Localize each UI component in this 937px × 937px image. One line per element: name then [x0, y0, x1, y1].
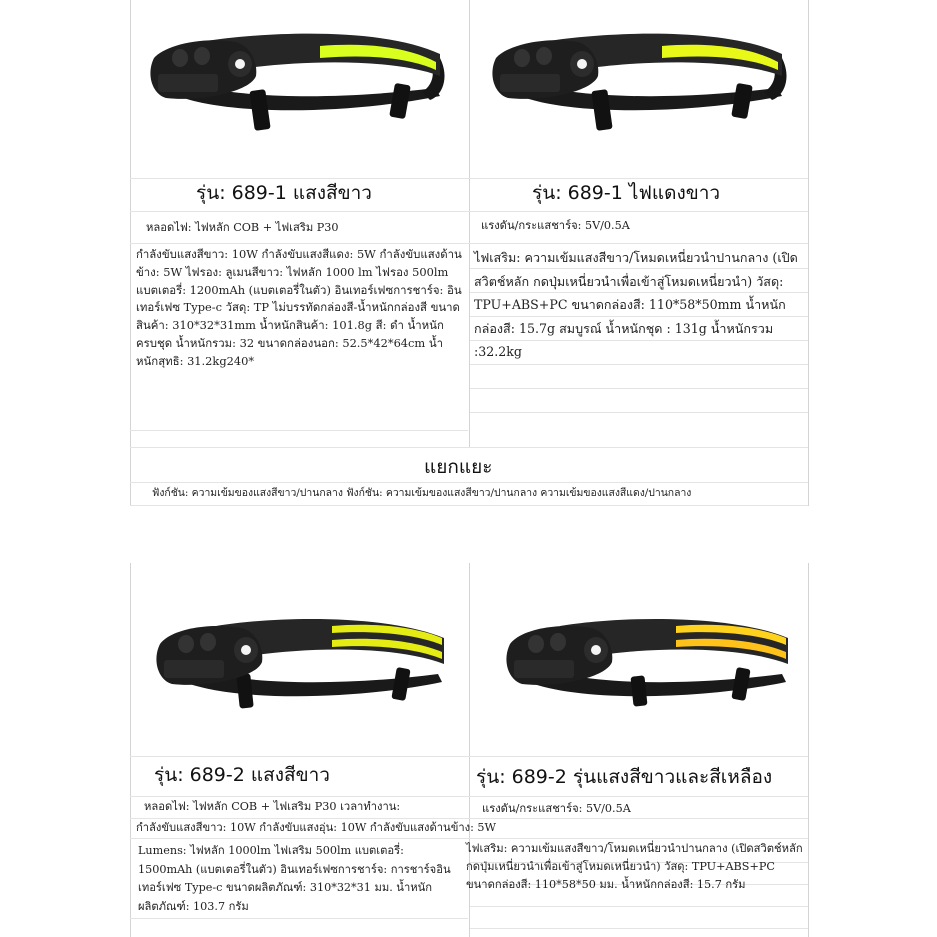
model-title-689-1-red-white: รุ่น: 689-1 ไฟแดงขาว — [532, 182, 721, 204]
model-title-689-1-white: รุ่น: 689-1 แสงสีขาว — [196, 182, 372, 204]
model-title-689-2-white: รุ่น: 689-2 แสงสีขาว — [154, 764, 330, 786]
spec-paragraph-689-2-white: Lumens: ไฟหลัก 1000lm ไฟเสริม 500lm แบตเตอรี่: 1500mAh (แบตเตอรี่ในตัว) อินเทอร์เฟซการชาร์จ: การชาร์จอินเทอร์เฟซ Type-c ขนาดผลิตภัณฑ์: 310*32*31 มม. น้ำหนักผลิตภัณฑ์: 103.7 กรัม — [138, 844, 451, 913]
headlamp-photo-2 — [482, 18, 802, 138]
spec-line-bulb-2: หลอดไฟ: ไฟหลัก COB + ไฟเสริม P30 เวลาทำงาน: — [144, 800, 401, 813]
spec-line-charge-2: แรงดัน/กระแสชาร์จ: 5V/0.5A — [482, 802, 631, 815]
headlamp-photo-3 — [146, 608, 466, 718]
spec-paragraph-689-2-white-yellow: ไฟเสริม: ความเข้มแสงสีขาว/โหมดเหนี่ยวนำปานกลาง (เปิดสวิตช์หลัก กดปุ่มเหนี่ยวนำเพื่อเข้าสู่โหมดเหนี่ยวนำ) วัสดุ: TPU+ABS+PC ขนาดกล่องสี: 110*58*50 มม. น้ำหนักกล่องสี: 15.7 กรัม — [466, 842, 803, 891]
headlamp-photo-4 — [500, 608, 800, 718]
function-line: ฟังก์ชัน: ความเข้มของแสงสีขาว/ปานกลาง ฟังก์ชัน: ความเข้มของแสงสีขาว/ปานกลาง ความเข้มของแสงสีแดง/ปานกลาง — [152, 487, 692, 499]
spec-paragraph-689-1-white: กำลังขับแสงสีขาว: 10W กำลังขับแสงสีแดง: 5W กำลังขับแสงด้านข้าง: 5W ไฟรอง: ลูเมนสีขาว: ไฟหลัก 1000 lm ไฟรอง 500lm แบตเตอรี่: 1200mAh (แบตเตอรี่ในตัว) อินเทอร์เฟซการชาร์จ: อินเทอร์เฟซ Type-c วัสดุ: TP ไม่บรรทัดกล่องสี-น้ำหนักกล่องสี ขนาดสินค้า: 310*32*31mm น้ำหนักสินค้า: 101.8g สี: ดำ น้ำหนักครบชุด น้ำหนักรวม: 32 ขนาดกล่องนอก: 52.5*42*64cm น้ำหนักสุทธิ: 31.2kg240* — [136, 247, 462, 368]
section-title-compare: แยกแยะ — [424, 456, 493, 478]
spec-line-power: กำลังขับแสงสีขาว: 10W กำลังขับแสงอุ่น: 10W กำลังขับแสงด้านข้าง: 5W — [136, 821, 497, 834]
headlamp-photo-1 — [140, 18, 460, 138]
spec-line-bulb: หลอดไฟ: ไฟหลัก COB + ไฟเสริม P30 — [146, 221, 339, 234]
model-title-689-2-white-yellow: รุ่น: 689-2 รุ่นแสงสีขาวและสีเหลือง — [476, 766, 773, 788]
spec-line-charge: แรงดัน/กระแสชาร์จ: 5V/0.5A — [481, 219, 630, 232]
spec-paragraph-689-1-red-white: ไฟเสริม: ความเข้มแสงสีขาว/โหมดเหนี่ยวนำปานกลาง (เปิดสวิตช์หลัก กดปุ่มเหนี่ยวนำเพื่อเข้าสู่โหมดเหนี่ยวนำ) วัสดุ: TPU+ABS+PC ขนาดกล่องสี: 110*58*50mm น้ำหนักกล่องสี: 15.7g สมบูรณ์ น้ำหนักชุด : 131g น้ำหนักรวม :32.2kg — [474, 250, 798, 359]
